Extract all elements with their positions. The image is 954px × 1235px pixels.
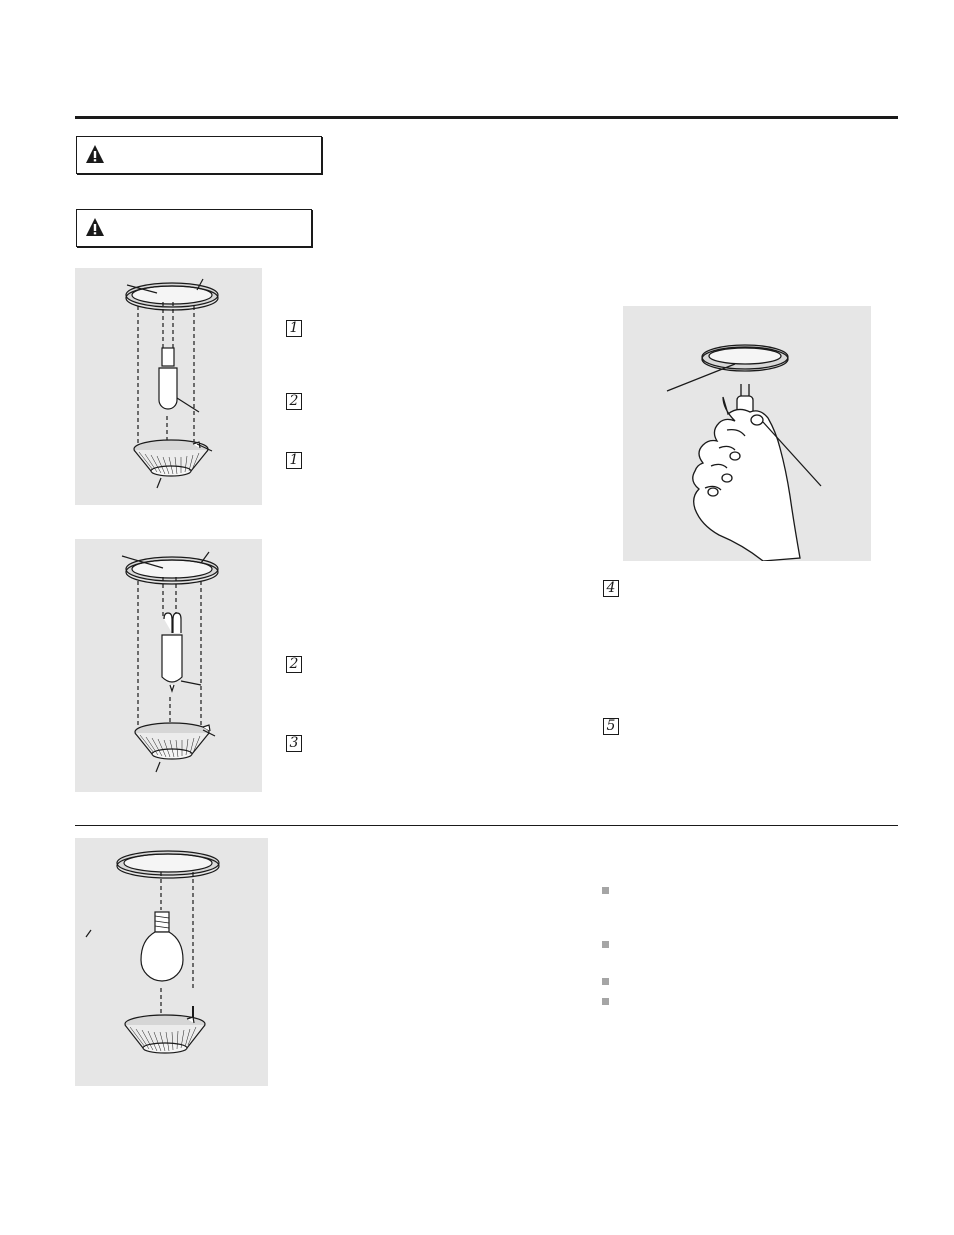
step-number-box: 1: [286, 452, 302, 469]
square-bullet-icon: [602, 941, 609, 948]
square-bullet-icon: [602, 998, 609, 1005]
step-number-box: 2: [286, 393, 302, 410]
figure-bulb-assembly-b: [75, 539, 262, 792]
step-number-box: 1: [286, 320, 302, 337]
top-rule: [75, 116, 898, 119]
figure-standard-bulb-assembly: [75, 838, 268, 1086]
warning-box-2: [76, 209, 312, 247]
step-number-box: 3: [286, 735, 302, 752]
square-bullet-icon: [602, 978, 609, 985]
square-bullet-icon: [602, 887, 609, 894]
warning-box-1: [76, 136, 322, 174]
step-number-box: 2: [286, 656, 302, 673]
figure-hand-removing-bulb: [623, 306, 871, 561]
section-divider: [75, 825, 898, 826]
step-number-box: 5: [603, 718, 619, 735]
step-number-box: 4: [603, 580, 619, 597]
figure-bulb-assembly-a: [75, 268, 262, 505]
warning-triangle-icon: [85, 144, 105, 164]
warning-triangle-icon: [85, 217, 105, 237]
